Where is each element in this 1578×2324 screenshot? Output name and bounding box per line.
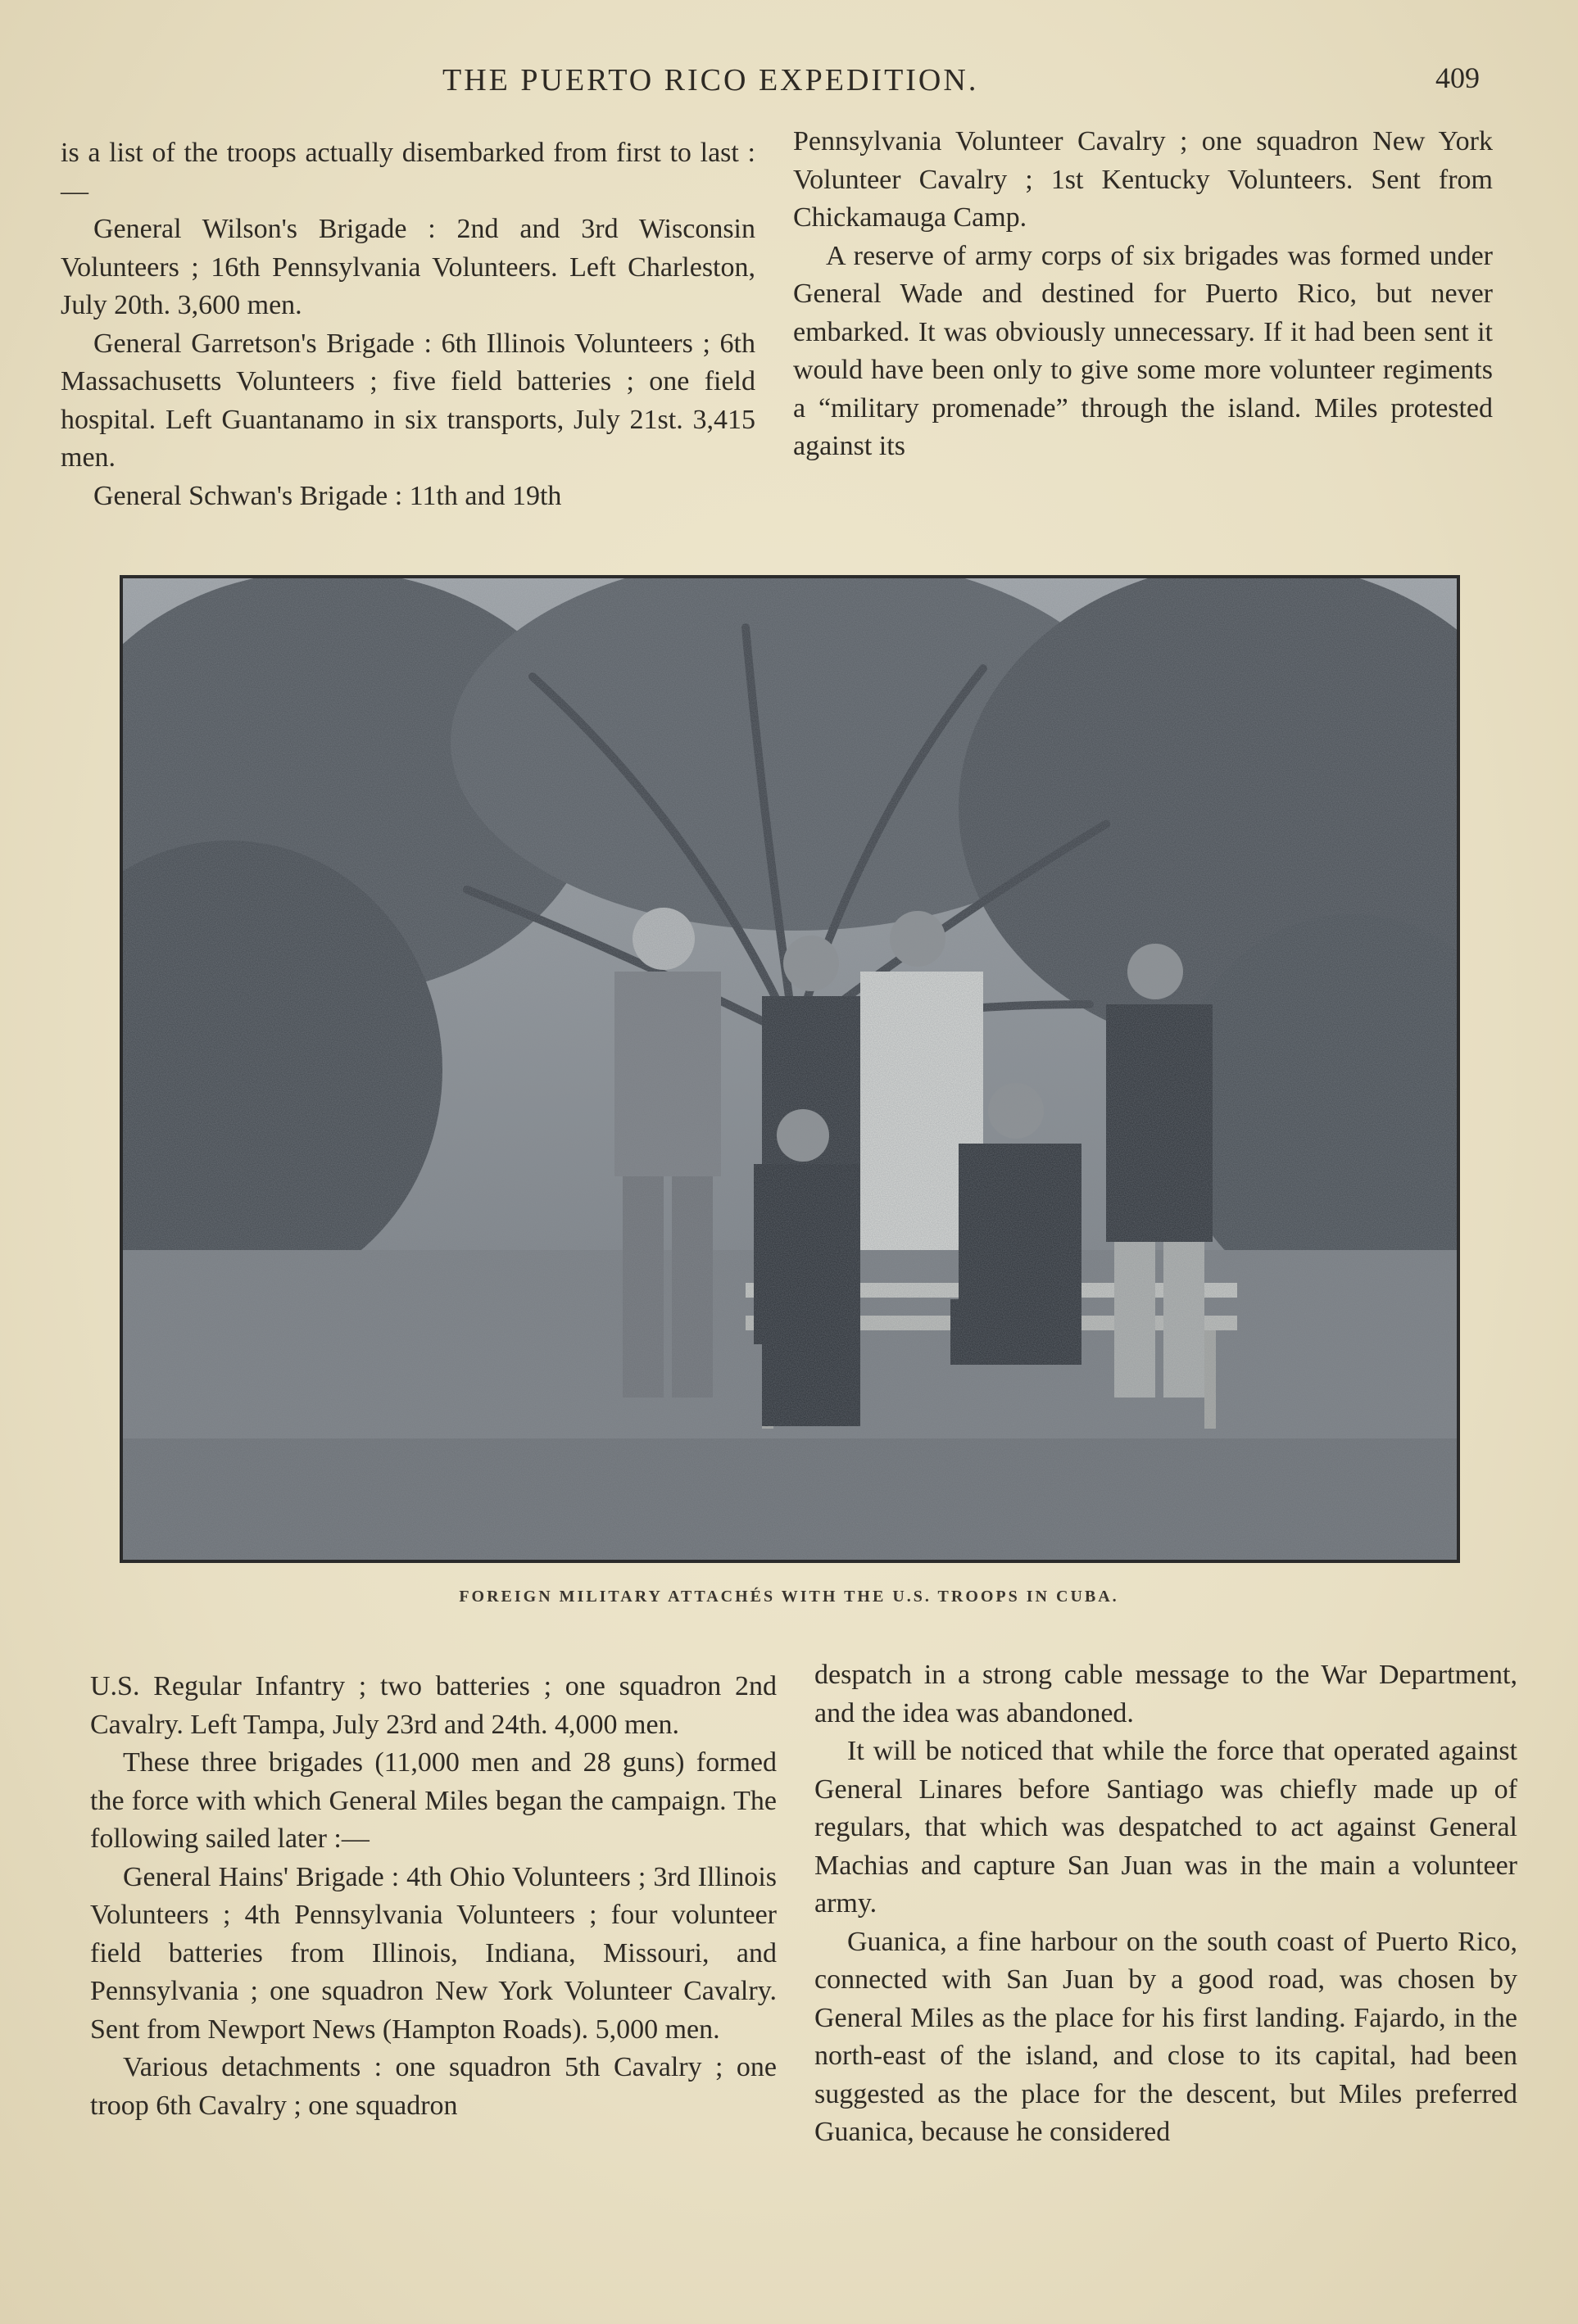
running-title: THE PUERTO RICO EXPEDITION. bbox=[442, 63, 979, 97]
bottom-left-column bbox=[90, 1668, 777, 2125]
paragraph: Various detachments : one squadron 5th Cavalry ; one troop 6th Cavalry ; one squadron bbox=[90, 2052, 777, 2121]
paragraph: These three brigades (11,000 men and 28 guns) formed the force with which General Miles began the campaign. The following sailed later :— bbox=[90, 1747, 777, 1854]
group-photo-illustration bbox=[123, 578, 1457, 1560]
paragraph: General Schwan's Brigade : 11th and 19th bbox=[93, 480, 562, 511]
paragraph: Pennsylvania Volunteer Cavalry ; one squadron New York Volunteer Cavalry ; 1st Kentucky Volunteers. Sent from Chickamauga Camp. bbox=[793, 126, 1493, 233]
paragraph: U.S. Regular Infantry ; two batteries ; one squadron 2nd Cavalry. Left Tampa, July 23rd and 24th. 4,000 men. bbox=[90, 1671, 777, 1740]
paragraph: A reserve of army corps of six brigades was formed under General Wade and destined for Puerto Rico, but never embarked. It was obviously unnecessary. If it had been sent it would have been only to give some more volunteer regiments a “military promenade” through the island. Miles protested against its bbox=[793, 240, 1493, 461]
paragraph: General Wilson's Brigade : 2nd and 3rd Wisconsin Volunteers ; 16th Pennsylvania Volunteers. Left Charleston, July 20th. 3,600 men. bbox=[61, 214, 755, 320]
top-right-column bbox=[793, 123, 1493, 466]
paragraph: General Garretson's Brigade : 6th Illinois Volunteers ; 6th Massachusetts Volunteers ; five field batteries ; one field hospital. Left Guantanamo in six transports, July 21st. 3,415 men. bbox=[61, 328, 755, 473]
top-left-column bbox=[61, 134, 755, 515]
paragraph: is a list of the troops actually disembarked from first to last :— bbox=[61, 138, 755, 206]
paragraph: despatch in a strong cable message to the War Department, and the idea was abandoned. bbox=[814, 1660, 1517, 1728]
figure-caption: FOREIGN MILITARY ATTACHÉS WITH THE U.S. TROOPS IN CUBA. bbox=[459, 1588, 1119, 1606]
page-number: 409 bbox=[1435, 61, 1480, 94]
paragraph: Guanica, a fine harbour on the south coast of Puerto Rico, connected with San Juan by a good road, was chosen by General Miles as the place for his first landing. Fajardo, in the north-east of the island, and close to its capital, had been suggested as the place for the descent, but Miles preferred Guanica, because he considered bbox=[814, 1926, 1517, 2147]
photograph bbox=[120, 575, 1460, 1563]
paragraph: General Hains' Brigade : 4th Ohio Volunteers ; 3rd Illinois Volunteers ; 4th Pennsylvania Volunteers ; four volunteer field batteries from Illinois, Indiana, Missouri, and Pennsylvania ; one squadron New York Volunteer Cavalry. Sent from Newport News (Hampton Roads). 5,000 men. bbox=[90, 1861, 777, 2045]
paragraph: It will be noticed that while the force that operated against General Linares before Santiago was chiefly made up of regulars, that which was despatched to act against General Machias and capture San Juan was in the main a volunteer army. bbox=[814, 1736, 1517, 1919]
bottom-right-column bbox=[814, 1656, 1517, 2152]
